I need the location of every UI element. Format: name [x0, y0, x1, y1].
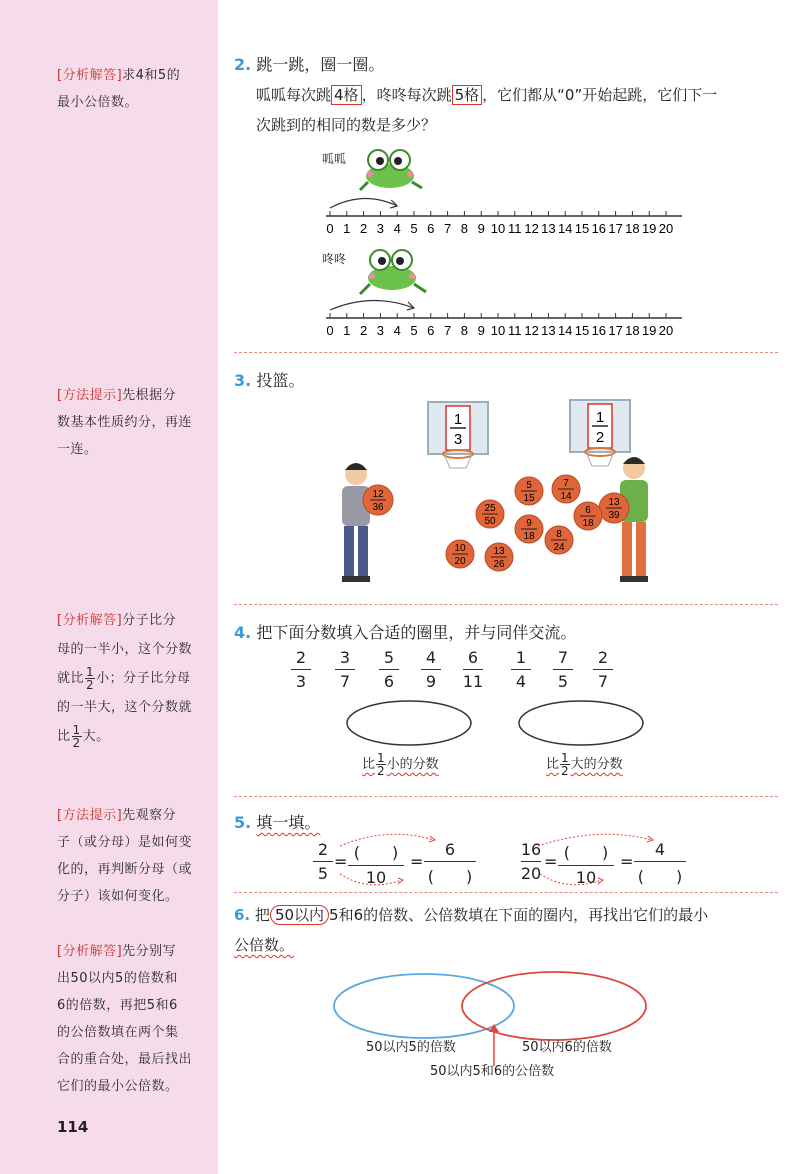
number-line-label: 12	[524, 221, 539, 236]
number-line-label: 4	[393, 323, 401, 338]
divider	[234, 352, 778, 353]
q2-text: 呱呱每次跳 4格 ，咚咚每次跳 5格 ，它们都从“0”开始起跳，它们下一 次跳到的相同的数是多少？	[256, 86, 718, 134]
main-content: 2. 跳一跳，圈一圈。 呱呱每次跳 4格 ，咚咚每次跳 5格 ，它们都从“0”开始起跳，它们下一 次跳到的相同的数是多少？ 呱呱 0 1 2 3 4 5 6 7 8 9 10 11 12 13 14 15 16 17 18 19 20 咚咚 0 1 2 3 4 5 6 7 8 9 10 11 12 13 14 15 16 17 18 19 20 3. 投篮。 1 3 1 2 12 36 13 39 5 15 7 14 25 50 6 18 9 18 8 24 10 20 13 26 4. 把下面分数填入合适的圈里，并与同伴交流。 2 3 3 7 5 6 4 9 6 11 1 4 7 5 2 7 比 $\frac{1}{2}$ 小的分数 比 $\frac{1}{2}$ 大的分数 5. 填一填。 2 5 = ( ) 10 = 6 ( ) 16 20 = ( ) 10 = 4 ( ) 6. 把 50以内 5和6的倍数、公倍数填在下面的圈内，再找出它们的最小 公倍数。 50以内5的倍数 50以内6的倍数 50以内5和6的公倍数	[218, 0, 800, 1174]
ball-denominator: 24	[553, 542, 565, 553]
basketball-scene	[318, 396, 778, 596]
ball-numerator: 9	[526, 518, 532, 529]
oval-less-than-half[interactable]	[344, 698, 474, 748]
ball-denominator: 18	[582, 518, 594, 529]
number-line-label: 17	[608, 221, 623, 236]
frog-dongdong-icon	[358, 240, 428, 296]
number-line-label: 16	[591, 221, 607, 236]
ball-denominator: 15	[523, 493, 535, 504]
number-line-label: 5	[410, 221, 418, 236]
divider	[234, 604, 778, 605]
jump-arc	[330, 198, 397, 208]
number-line-label: 19	[641, 323, 657, 338]
q5-eq1-blank-numerator[interactable]: ( ) 10	[346, 840, 406, 887]
number-line-label: 9	[477, 221, 485, 236]
number-line-label: 14	[557, 323, 573, 338]
label-greater-than-half: 比 $\frac{1}{2}$ 大的分数	[546, 751, 623, 778]
q2-box-4: 4格	[331, 85, 362, 105]
number-line-label: 6	[427, 323, 435, 338]
q6-text: 6. 把 50以内 5和6的倍数、公倍数填在下面的圈内，再找出它们的最小 公倍数。	[234, 906, 709, 954]
number-line-label: 17	[608, 323, 623, 338]
number-line-label: 0	[326, 323, 334, 338]
hoop-right-numerator: 1	[595, 409, 605, 426]
number-line-label: 6	[427, 221, 435, 236]
number-line-label: 7	[443, 221, 452, 236]
q6-circled-50: 50以内	[270, 905, 329, 925]
svg-text:13: 13	[608, 497, 620, 508]
q4-fraction[interactable]: 7 5	[550, 648, 576, 691]
ball-denominator: 26	[493, 559, 505, 570]
divider	[234, 796, 778, 797]
number-line-label: 19	[641, 221, 657, 236]
ball-denominator: 50	[484, 516, 496, 527]
ball-numerator: 6	[585, 505, 591, 516]
oval-greater-than-half[interactable]	[516, 698, 646, 748]
number-line-label: 11	[508, 221, 522, 236]
number-line-label: 3	[376, 221, 385, 236]
svg-text:36: 36	[372, 502, 384, 513]
half-fraction: $\frac{1}{2}$	[86, 665, 95, 692]
q4-fraction[interactable]: 4 9	[418, 648, 444, 691]
divider	[234, 892, 778, 893]
q4-fraction[interactable]: 2 7	[590, 648, 616, 691]
sidebar	[0, 0, 218, 1174]
number-line-label: 11	[508, 323, 522, 338]
svg-text:12: 12	[372, 489, 384, 500]
ball-numerator: 10	[454, 543, 466, 554]
number-line-label: 18	[625, 323, 640, 338]
note-method-q3: [方法提示]先根据分 数基本性质约分，再连 一连。	[57, 388, 193, 457]
jump-arc	[330, 300, 414, 310]
q5-eq2-blank-numerator[interactable]: ( ) 10	[556, 840, 616, 887]
number-line-label: 8	[460, 221, 469, 236]
number-line-label: 10	[490, 323, 506, 338]
note-analysis-q6: [分析解答]先分别写 出50以内5的倍数和 6的倍数，再把5和6 的公倍数填在两个集 合的重合处，最后找出 它们的最小公倍数。	[57, 944, 193, 1094]
hoop-left-denominator: 3	[453, 431, 463, 448]
svg-text:39: 39	[608, 510, 620, 521]
q4-title: 4. 把下面分数填入合适的圈里，并与同伴交流。	[234, 623, 577, 642]
number-line-label: 13	[541, 221, 556, 236]
q4-fraction[interactable]: 3 7	[332, 648, 358, 691]
ball-numerator: 5	[526, 480, 532, 491]
note-analysis-q2: [分析解答]求4和5的 最小公倍数。	[57, 68, 181, 110]
frog-guagua-icon	[356, 142, 426, 194]
number-line-label: 16	[591, 323, 607, 338]
ball-denominator: 18	[523, 531, 535, 542]
frog-label-dongdong: 咚咚	[322, 252, 347, 266]
number-line-label: 0	[326, 221, 334, 236]
q3-title: 3. 投篮。	[234, 371, 305, 390]
q5-eq1-blank-denominator[interactable]: 6 ( )	[422, 840, 478, 887]
number-line-label: 2	[359, 323, 368, 338]
frog-label-guagua: 呱呱	[322, 152, 347, 166]
number-line-label: 1	[343, 323, 351, 338]
number-line-guagua	[326, 188, 796, 238]
q4-fraction[interactable]: 1 4	[508, 648, 534, 691]
q5-title: 5. 填一填。	[234, 813, 321, 832]
number-line-label: 4	[393, 221, 401, 236]
q2-title: 2. 跳一跳，圈一圈。	[234, 55, 385, 74]
ball-numerator: 25	[484, 503, 496, 514]
number-line-label: 5	[410, 323, 418, 338]
hoop-left-numerator: 1	[453, 411, 463, 428]
number-line-label: 15	[574, 323, 590, 338]
number-line-label: 10	[490, 221, 506, 236]
number-line-label: 8	[460, 323, 469, 338]
number-line-label: 3	[376, 323, 385, 338]
number-line-label: 1	[343, 221, 351, 236]
q4-fraction[interactable]: 5 6	[376, 648, 402, 691]
q5-eq2-blank-denominator[interactable]: 4 ( )	[632, 840, 688, 887]
venn-label-right: 50以内6的倍数	[522, 1040, 612, 1055]
ball-numerator: 7	[563, 478, 569, 489]
number-line-label: 15	[574, 221, 590, 236]
number-line-label: 20	[658, 323, 674, 338]
half-fraction: $\frac{1}{2}$	[72, 723, 81, 750]
venn-label-left: 50以内5的倍数	[366, 1040, 456, 1055]
number-line-dongdong	[326, 290, 796, 340]
number-line-label: 2	[359, 221, 368, 236]
number-line-label: 7	[443, 323, 452, 338]
number-line-label: 14	[557, 221, 573, 236]
ball-denominator: 20	[454, 556, 466, 567]
label-less-than-half: 比 $\frac{1}{2}$ 小的分数	[362, 751, 439, 778]
hoop-right-denominator: 2	[595, 429, 605, 446]
venn-right-set[interactable]	[462, 972, 646, 1040]
q2-box-5: 5格	[452, 85, 483, 105]
page-number: 114	[57, 1118, 89, 1136]
q4-fraction[interactable]: 2 3	[288, 648, 314, 691]
note-method-q5: [方法提示]先观察分 子（或分母）是如何变 化的，再判断分母（或 分子）该如何变化。	[57, 808, 193, 904]
note-analysis-q4: [分析解答]分子比分 母的一半小，这个分数 就比 $\frac{1}{2}$ 小；分子比分母 的一半大，这个分数就 比 $\frac{1}{2}$ 大。	[57, 613, 193, 750]
ball-denominator: 14	[560, 491, 572, 502]
venn-label-bottom: 50以内5和6的公倍数	[430, 1064, 555, 1079]
ball-numerator: 8	[556, 529, 562, 540]
player-left-icon	[342, 463, 370, 582]
q4-fraction[interactable]: 6 11	[462, 648, 484, 691]
number-line-label: 13	[541, 323, 556, 338]
ball-numerator: 13	[493, 546, 505, 557]
number-line-label: 18	[625, 221, 640, 236]
number-line-label: 9	[477, 323, 485, 338]
fraction-balls	[446, 475, 602, 571]
number-line-label: 20	[658, 221, 674, 236]
number-line-label: 12	[524, 323, 539, 338]
